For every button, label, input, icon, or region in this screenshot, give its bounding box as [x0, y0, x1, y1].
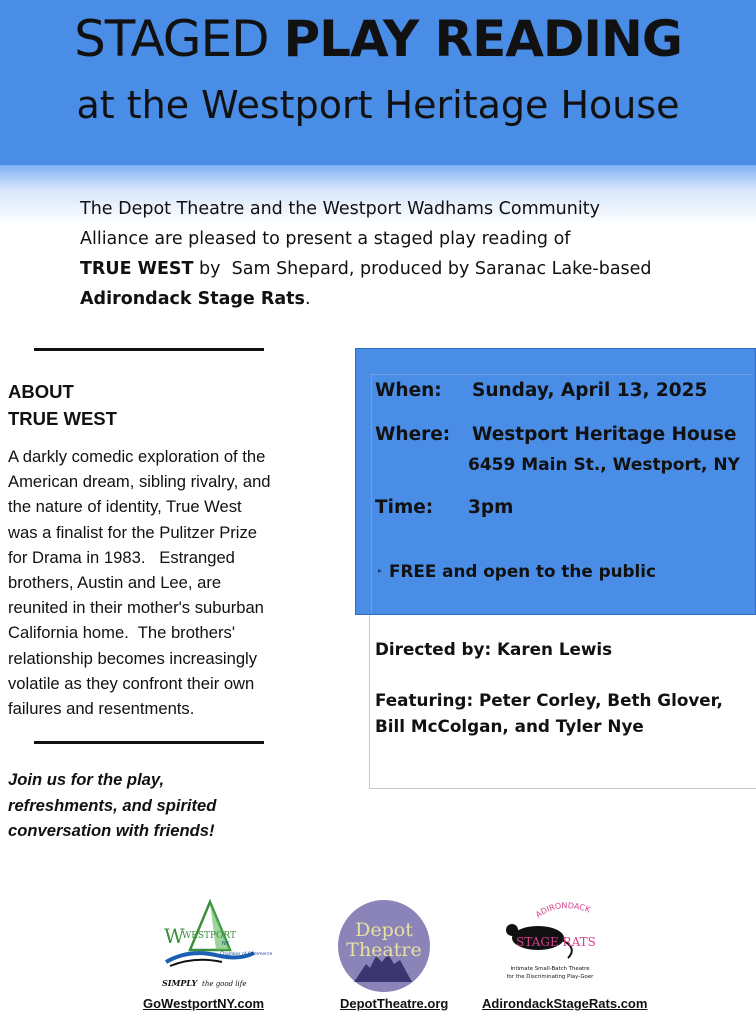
svg-text:Depot: Depot	[355, 919, 413, 941]
where-value-line1: Westport Heritage House	[472, 424, 737, 445]
stage-rats-logo	[498, 900, 598, 992]
svg-text:STAGE RATS: STAGE RATS	[516, 935, 596, 949]
westport-chamber-logo	[160, 898, 273, 992]
westport-link[interactable]: GoWestportNY.com	[143, 996, 265, 1011]
svg-text:for the Discriminating Play-Go: for the Discriminating Play-Goer	[506, 974, 594, 980]
intro-line: Alliance are pleased to present a staged play reading of	[80, 229, 571, 249]
depot-theatre-logo	[336, 898, 432, 994]
title-prefix: STAGED	[74, 10, 269, 68]
stage-rats-link[interactable]: AdirondackStageRats.com	[482, 996, 648, 1011]
page-subtitle: at the Westport Heritage House	[76, 83, 680, 127]
svg-text:ADIRONDACK: ADIRONDACK	[533, 901, 592, 920]
svg-text:Chamber of Commerce: Chamber of Commerce	[220, 952, 273, 957]
join-invitation: Join us for the play, refreshments, and spirited conversation with friends!	[8, 770, 217, 840]
divider-top	[34, 348, 264, 351]
svg-text:SIMPLY: SIMPLY	[162, 978, 198, 988]
bullet-icon: ▸	[378, 566, 383, 575]
divider-bottom	[34, 741, 264, 744]
intro-line: Adirondack Stage Rats.	[80, 289, 311, 309]
where-label: Where:	[375, 424, 451, 445]
intro-line: The Depot Theatre and the Westport Wadhams Community	[80, 199, 600, 219]
when-value: Sunday, April 13, 2025	[472, 380, 708, 401]
page-title	[0, 6, 756, 72]
where-value-line2: 6459 Main St., Westport, NY	[468, 455, 740, 475]
cast-credit: Featuring: Peter Corley, Beth Glover, Bill McColgan, and Tyler Nye	[375, 690, 723, 736]
company-name: Adirondack Stage Rats	[80, 289, 305, 309]
svg-text:WESTPORT: WESTPORT	[182, 931, 237, 941]
about-heading: ABOUT TRUE WEST	[8, 381, 117, 429]
intro-line: TRUE WEST by Sam Shepard, produced by Saranac Lake-based	[80, 259, 652, 279]
title-bold: PLAY READING	[283, 10, 682, 68]
depot-link[interactable]: DepotTheatre.org	[340, 996, 449, 1011]
when-label: When:	[375, 380, 442, 401]
svg-text:the good life: the good life	[202, 980, 247, 988]
play-title: TRUE WEST	[80, 259, 194, 279]
svg-text:Theatre: Theatre	[346, 939, 422, 961]
svg-text:NY: NY	[222, 941, 229, 947]
director-credit: Directed by: Karen Lewis	[375, 639, 613, 659]
time-label: Time:	[375, 497, 434, 518]
svg-text:Intimate Small-Batch Theatre: Intimate Small-Batch Theatre	[510, 966, 590, 972]
free-admission: FREE and open to the public	[389, 561, 657, 581]
intro-paragraph	[80, 194, 700, 314]
time-value: 3pm	[468, 497, 514, 518]
about-paragraph: A darkly comedic exploration of the American dream, sibling rivalry, and the nature of identity, True West was a finalist for the Pulitzer Prize for Drama in 1983. Estranged brothers, Austin and Lee, are reunited in their mother's suburban California home. The brothers' relationship becomes increasingly volatile as they confront their own failures and resentments.	[8, 447, 271, 719]
westport-w: W	[164, 924, 185, 948]
